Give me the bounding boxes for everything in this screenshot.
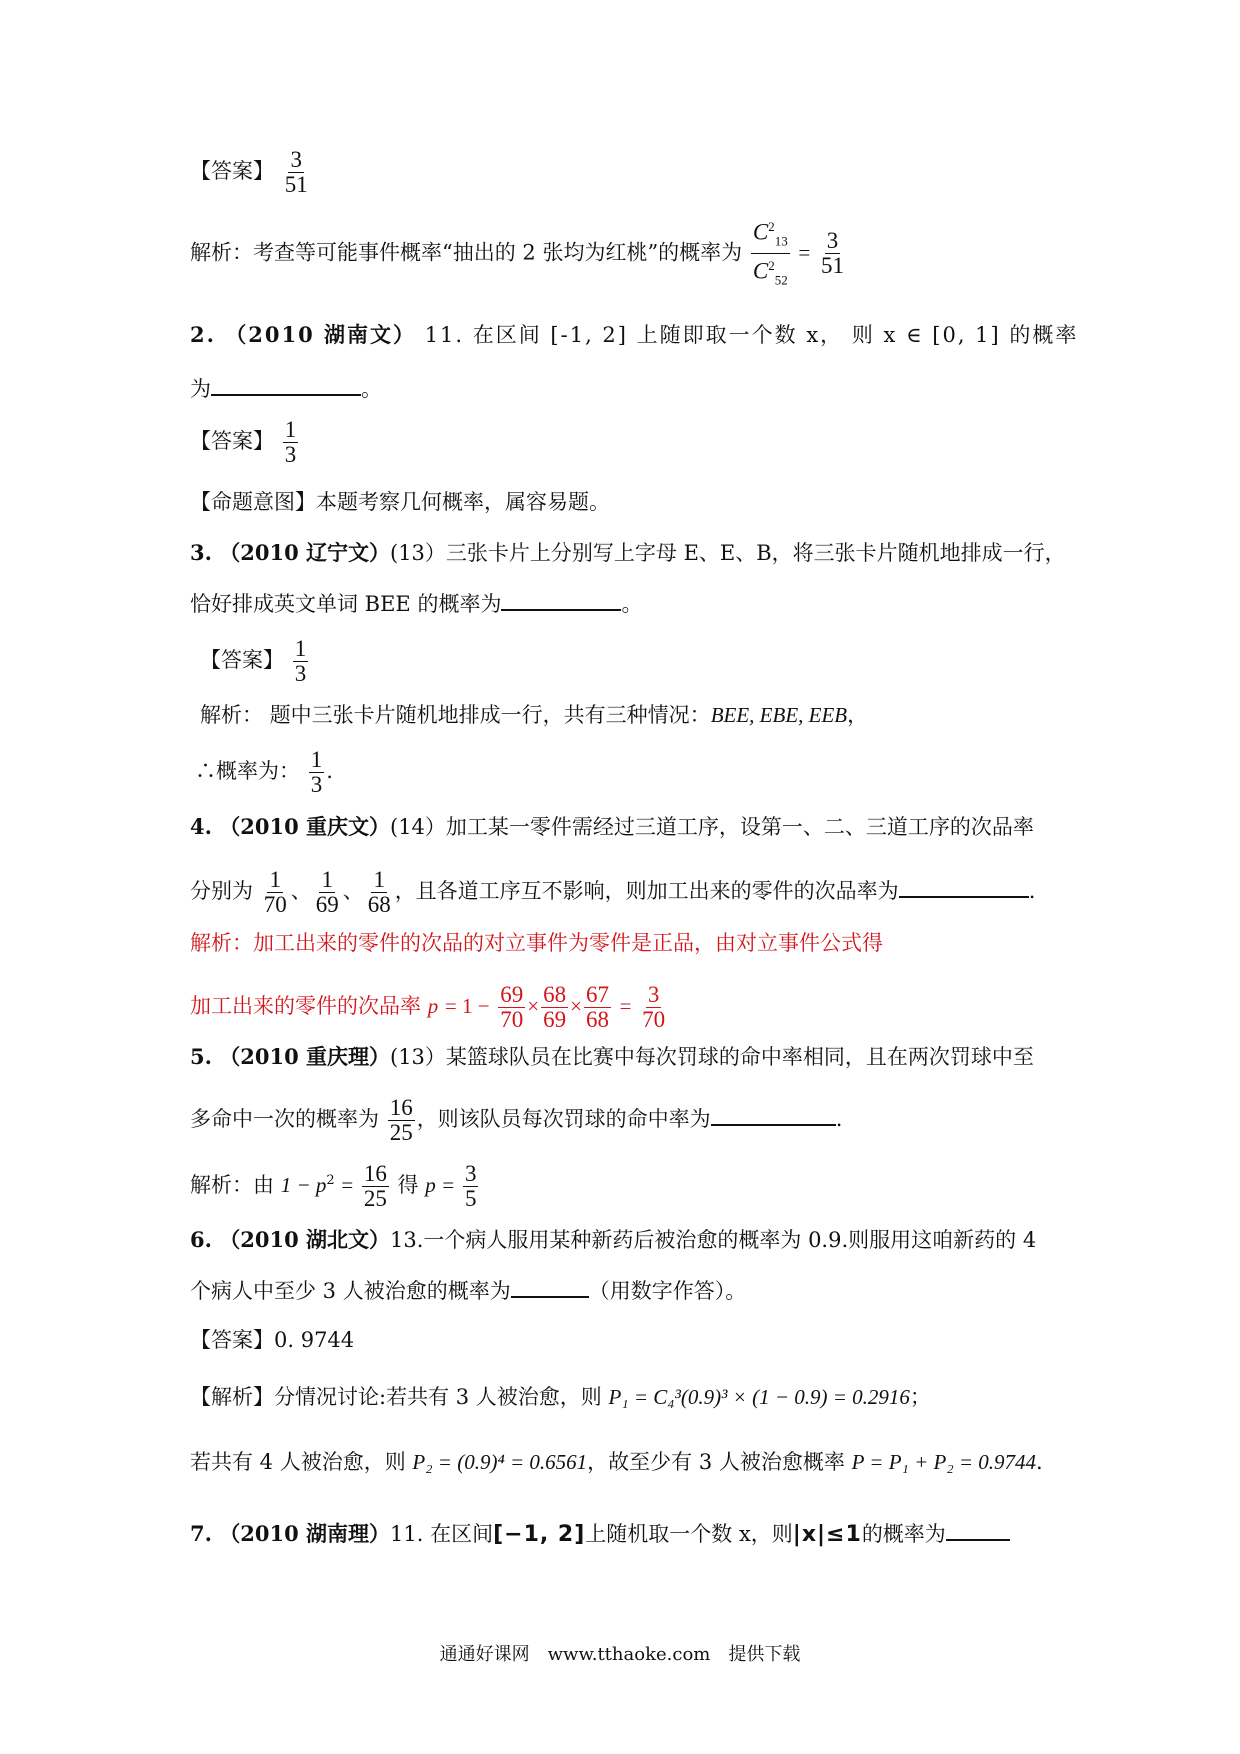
question-title: 7. （2010 湖南理） bbox=[190, 1521, 390, 1546]
formula-p1: P₁ = C₄³(0.9)³ × (1 − 0.9) = 0.2916 bbox=[608, 1385, 910, 1409]
answer-blank[interactable] bbox=[211, 372, 361, 396]
equation-fraction: $\frac{16}{25}$ bbox=[363, 1161, 387, 1211]
q3-answer-line: 【答案】 $\frac{1}{3}$ bbox=[200, 636, 307, 686]
answer-fraction: $\frac{1}{3}$ bbox=[284, 417, 297, 467]
q2-intent-line: 【命题意图】本题考察几何概率，属容易题。 bbox=[190, 490, 610, 514]
probability-fraction: $\frac{1}{3}$ bbox=[310, 747, 323, 797]
question-title: 2. （2010 湖南文） bbox=[190, 322, 416, 347]
rate-fraction-1: $\frac{1}{70}$ bbox=[263, 867, 287, 917]
q1-answer-line bbox=[190, 148, 312, 197]
q2-title-line: 2. （2010 湖南文） 11. 在区间 [-1, 2] 上随即取一个数 x， 则 x ∈ [0, 1] 的概率 bbox=[190, 322, 1079, 347]
q4-title-line: 4. （2010 重庆文）(14）加工某一零件需经过三道工序，设第一、二、三道工序的次品率 bbox=[190, 814, 1034, 839]
q3-therefore-line: ∴概率为： $\frac{1}{3}$ . bbox=[195, 747, 333, 797]
probability-fraction: $\frac{16}{25}$ bbox=[389, 1095, 413, 1145]
interval-image: [−1, 2] bbox=[493, 1522, 586, 1547]
formula-p2: P₂ = (0.9)⁴ = 0.6561 bbox=[412, 1450, 588, 1474]
q6-answer-line: 【答案】0. 9744 bbox=[190, 1328, 355, 1352]
answer-blank[interactable] bbox=[501, 587, 621, 611]
rate-fraction-2: $\frac{1}{69}$ bbox=[315, 867, 339, 917]
answer-blank[interactable] bbox=[899, 874, 1029, 898]
q4-analysis-line-1: 解析：加工出来的零件的次品的对立事件为零件是正品，由对立事件公式得 bbox=[190, 931, 883, 955]
condition-image: |x|≤1 bbox=[792, 1522, 862, 1547]
result-fraction: $\frac{3}{70}$ bbox=[642, 982, 666, 1032]
combination-fraction: $\frac{C^2_{13}}{C^2_{52}}$ bbox=[751, 215, 790, 293]
solution-fraction: $\frac{3}{5}$ bbox=[464, 1161, 477, 1211]
q4-rates-line: 分别为 $\frac{1}{70}$ 、 $\frac{1}{69}$ 、 $\frac{1}{68}$ ，且各道工序互不影响，则加工出来的零件的次品率为 . bbox=[190, 867, 1036, 917]
q6-conclusion-line: 若共有 4 人被治愈，则 P₂ = (0.9)⁴ = 0.6561，故至少有 3 人被治愈概率 P = P₁ + P₂ = 0.9744. bbox=[190, 1450, 1043, 1474]
analysis-text: 解析：考查等可能事件概率“抽出的 2 张均为红桃”的概率为 bbox=[190, 240, 743, 265]
answer-fraction: $\frac{3}{51}$ bbox=[284, 147, 308, 197]
product-fraction-2: $\frac{68}{69}$ bbox=[543, 982, 567, 1032]
q1-analysis-line: 解析：考查等可能事件概率“抽出的 2 张均为红桃”的概率为 $\frac{C^2_{13}}{C^2_{52}}$ = $\frac{3}{51}$ bbox=[190, 215, 848, 293]
q3-analysis-line: 解析： 题中三张卡片随机地排成一行，共有三种情况：BEE, EBE, EEB， bbox=[200, 703, 869, 727]
product-fraction-3: $\frac{67}{68}$ bbox=[585, 982, 609, 1032]
question-title: 6. （2010 湖北文） bbox=[190, 1227, 390, 1252]
q3-title-line: 3. （2010 辽宁文）(13）三张卡片上分别写上字母 E、E、B，将三张卡片随机地排成一行， bbox=[190, 540, 1066, 565]
q6-blank-line: 个病人中至少 3 人被治愈的概率为 （用数字作答）。 bbox=[190, 1274, 746, 1306]
q5-title-line: 5. （2010 重庆理）(13）某篮球队员在比赛中每次罚球的命中率相同，且在两次罚球中至 bbox=[190, 1044, 1034, 1069]
q6-title-line: 6. （2010 湖北文）13.一个病人服用某种新药后被治愈的概率为 0.9.则服用这咱新药的 4 bbox=[190, 1227, 1037, 1252]
answer-blank[interactable] bbox=[946, 1517, 1010, 1541]
q3-blank-line: 恰好排成英文单词 BEE 的概率为 。 bbox=[190, 587, 642, 619]
rate-fraction-3: $\frac{1}{68}$ bbox=[367, 867, 391, 917]
answer-blank[interactable] bbox=[511, 1274, 589, 1298]
page-footer: 通通好课网 www.tthaoke.com 提供下载 bbox=[439, 1644, 801, 1665]
q4-analysis-line-2: 加工出来的零件的次品率 p = 1 − $\frac{69}{70}$ × $\frac{68}{69}$ × $\frac{67}{68}$ = $\frac{3}{70}$ bbox=[190, 982, 666, 1032]
q6-analysis-line: 【解析】分情况讨论:若共有 3 人被治愈，则 P₁ = C₄³(0.9)³ × (1 − 0.9) = 0.2916； bbox=[190, 1385, 931, 1409]
q5-prob-line: 多命中一次的概率为 $\frac{16}{25}$ ，则该队员每次罚球的命中率为 . bbox=[190, 1095, 843, 1145]
answer-fraction: $\frac{1}{3}$ bbox=[294, 636, 307, 686]
q2-answer-line: 【答案】 $\frac{1}{3}$ bbox=[190, 417, 297, 467]
question-title: 5. （2010 重庆理） bbox=[190, 1044, 390, 1069]
formula-p: P = P₁ + P₂ = 0.9744 bbox=[851, 1450, 1037, 1474]
answer-label: 【答案】 bbox=[190, 159, 274, 183]
question-title: 3. （2010 辽宁文） bbox=[190, 540, 390, 565]
question-title: 4. （2010 重庆文） bbox=[190, 814, 390, 839]
q7-title-line: 7. （2010 湖南理）11. 在区间[−1, 2]上随机取一个数 x，则|x|≤1的概率为 bbox=[190, 1517, 1010, 1550]
product-fraction-1: $\frac{69}{70}$ bbox=[500, 982, 524, 1032]
q2-blank-line: 为 。 bbox=[190, 372, 382, 404]
answer-blank[interactable] bbox=[711, 1102, 836, 1126]
q5-analysis-line: 解析：由 $1 - p^2$ = $\frac{16}{25}$ 得 p = $\frac{3}{5}$ bbox=[190, 1161, 477, 1211]
result-fraction: $\frac{3}{51}$ bbox=[820, 228, 844, 279]
